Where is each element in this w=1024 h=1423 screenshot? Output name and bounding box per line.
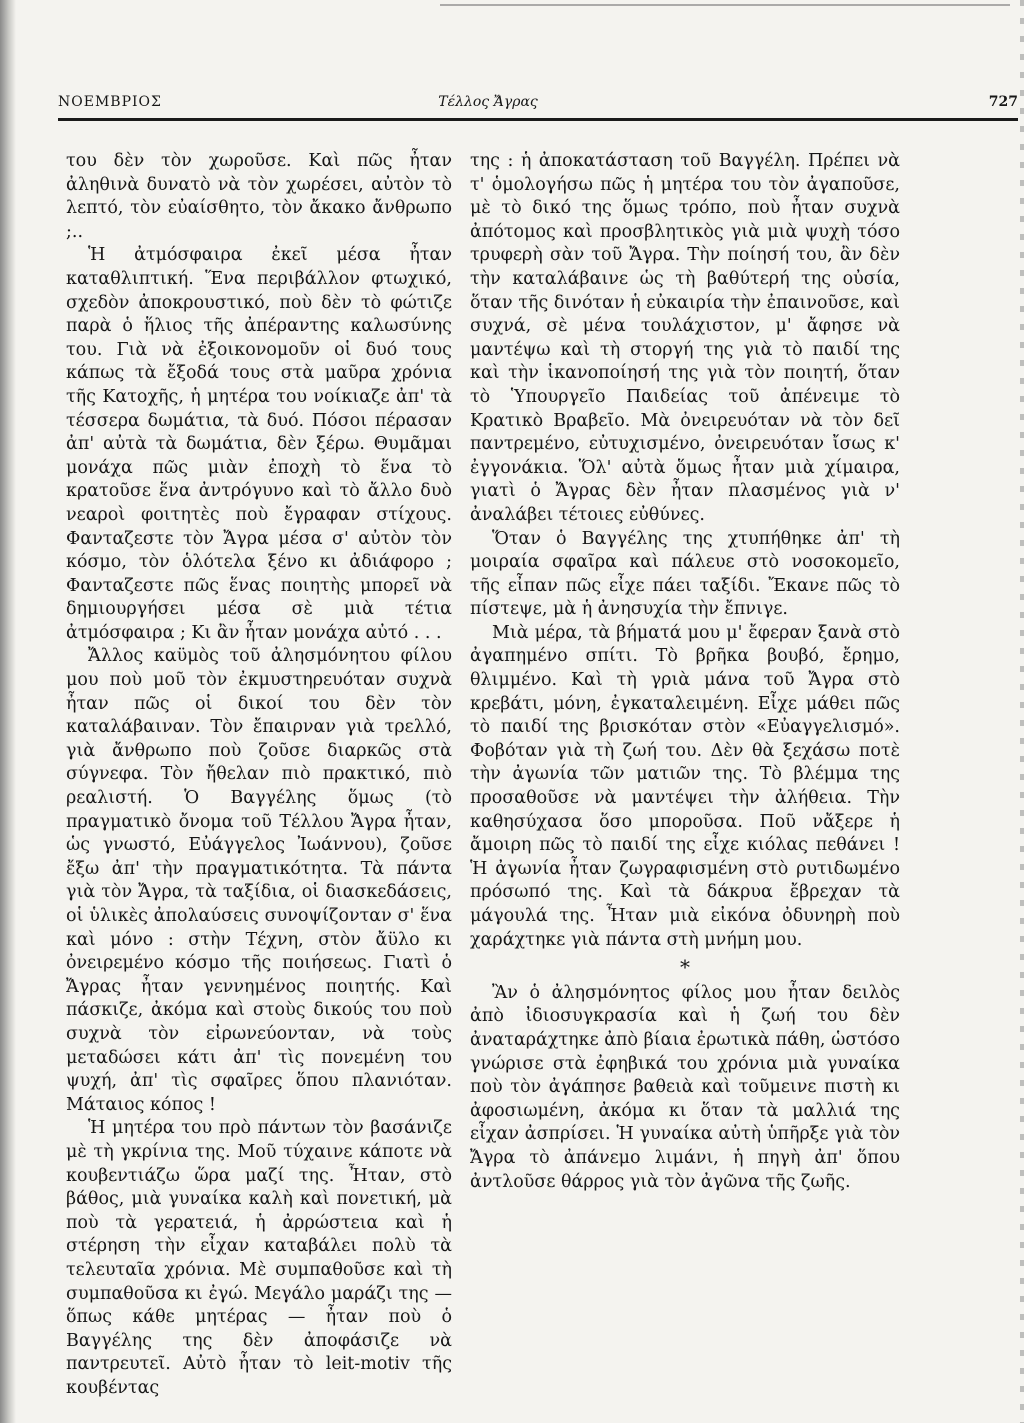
scan-top-artifact (440, 4, 1010, 6)
paragraph: Μιὰ μέρα, τὰ βήματά μου μ' ἔφεραν ξανὰ στὸ ἀγαπημένο σπίτι. Τὸ βρῆκα βουβό, ἔρημο, θλιμμένο. Καὶ τὴ γριὰ μάνα τοῦ Ἄγρα στὸ κρεβάτι, μόνη, ἐγκαταλειμένη. Εἶχε μάθει πῶς τὸ παιδί της βρισκόταν στὸν «Εὐαγγελισμό». Φοβόταν γιὰ τὴ ζωή του. Δὲν θὰ ξεχάσω ποτὲ τὴν ἀγωνία τῶν ματιῶν της. Τὸ βλέμμα της προσαθοῦσε νὰ μαντέψει τὴν ἀλήθεια. Τὴν καθησύχασα ὅσο μποροῦσα. Ποῦ νἄξερε ἡ ἄμοιρη πῶς τὸ παιδί της εἶχε κιόλας πεθάνει ! Ἡ ἀγωνία ἦταν ζωγραφισμένη στὸ ρυτιδωμένο πρόσωπό της. Καὶ τὰ δάκρυα ἔβρεχαν τὰ μάγουλά της. Ἦταν μιὰ εἰκόνα ὀδυνηρὴ ποὺ χαράχτηκε γιὰ πάντα στὴ μνήμη μου. (470, 622, 900, 950)
paragraph: Ἡ ἀτμόσφαιρα ἐκεῖ μέσα ἦταν καταθλιπτική. Ἕνα περιβάλλον φτωχικό, σχεδὸν ἀποκρουστικό, ποὺ δὲν τὸ φώτιζε παρὰ ὁ ἥλιος τῆς ἀπέραντης καλωσύνης του. Γιὰ νὰ ἐξοικονομοῦν οἱ δυό τους κάπως τὰ ἔξοδά τους στὰ μαῦρα χρόνια τῆς Κατοχῆς, ἡ μητέρα του νοίκιαζε ἀπ' τὰ τέσσερα δωμάτια, τὰ δυό. Πόσοι πέρασαν ἀπ' αὐτὰ τὰ δωμάτια, δὲν ξέρω. Θυμᾶμαι μονάχα πῶς μιὰν ἐποχὴ τὸ ἕνα τὸ κρατοῦσε ἕνα ἀντρόγυνο καὶ τὸ ἄλλο δυὸ νεαροὶ φοιτητὲς ποὺ ἔγραφαν στίχους. Φανταζεστε τὸν Ἄγρα μέσα σ' αὐτὸν τὸν κόσμο, τὸν ὁλότελα ξένο κι ἀδιάφορο ; Φανταζεστε πῶς ἕνας ποιητὴς μπορεῖ νὰ δημιουργήσει μέσα σὲ μιὰ τέτια ἀτμόσφαιρα ; Κι ἂν ἦταν μονάχα αὐτό . . . (66, 245, 452, 643)
paragraph: της : ἡ ἀποκατάσταση τοῦ Βαγγέλη. Πρέπει νὰ τ' ὁμολογήσω πῶς ἡ μητέρα του τὸν ἀγαποῦσε, μὲ τὸ δικό της ὅμως τρόπο, ποὺ ἦταν συχνὰ ἀπότομος καὶ προσβλητικὸς γιὰ μιὰ ψυχὴ τόσο τρυφερὴ σὰν τοῦ Ἄγρα. Τὴν ποίησή του, ἂν δὲν τὴν καταλάβαινε ὡς τὴ βαθύτερή της οὐσία, ὅταν τῆς δινόταν ἡ εὐκαιρία τὴν ἐπαινοῦσε, καὶ συχνά, σὲ μένα τουλάχιστον, μ' ἄφησε νὰ μαντέψω καὶ τὴ στοργή της γιὰ τὸ παιδί της καὶ τὴν ἱκανοποίησή της γιὰ τὸν ποιητή, ὅταν τὸ Ὑπουργεῖο Παιδείας τοῦ ἀπένειμε τὸ Κρατικὸ Βραβεῖο. Μὰ ὀνειρευόταν νὰ τὸν δεῖ παντρεμένο, εὐτυχισμένο, ὀνειρευόταν ἴσως κ' ἐγγονάκια. Ὅλ' αὐτὰ ὅμως ἦταν μιὰ χίμαιρα, γιατὶ ὁ Ἄγρας δὲν ἦταν πλασμένος γιὰ ν' ἀναλάβει τέτοιες εὐθύνες. (470, 151, 900, 525)
paragraph: Ἂν ὁ ἀλησμόνητος φίλος μου ἦταν δειλὸς ἀπὸ ἰδιοσυγκρασία καὶ ἡ ζωή του δὲν ἀναταράχτηκε ἀπὸ βίαια ἐρωτικὰ πάθη, ὡστόσο γνώρισε στὰ ἐφηβικά του χρόνια μιὰ γυναίκα ποὺ τὸν ἀγάπησε βαθειὰ καὶ τοῦμεινε πιστὴ κι ἀφοσιωμένη, ἀκόμα κι ὅταν τὰ μαλλιά της εἶχαν ἀσπρίσει. Ἡ γυναίκα αὐτὴ ὑπῆρξε γιὰ τὸν Ἄγρα τὸ ἀπάνεμο λιμάνι, ἡ πηγὴ ἀπ' ὅπου ἀντλοῦσε θάρρος γιὰ τὸν ἀγῶνα τῆς ζωῆς. (470, 982, 900, 1192)
page-number: 727 (988, 94, 1018, 110)
scan-left-edge (0, 0, 16, 1423)
running-header (58, 94, 1018, 116)
left-column (66, 150, 452, 1400)
header-rule (58, 118, 1018, 121)
scan-right-edge (1020, 0, 1024, 1423)
header-month: ΝΟΕΜΒΡΙΟΣ (58, 94, 162, 110)
paragraph: Ἡ μητέρα του πρὸ πάντων τὸν βασάνιζε μὲ τὴ γκρίνια της. Μοῦ τύχαινε κάποτε νὰ κουβεντιάζω ὥρα μαζί της. Ἦταν, στὸ βάθος, μιὰ γυναίκα καλὴ καὶ πονετική, μὰ ποὺ τὰ γερατειά, ἡ ἀρρώστεια καὶ ἡ στέρηση τὴν εἶχαν καταβάλει πολὺ τὰ τελευταῖα χρόνια. Μὲ συμπαθοῦσε καὶ τὴ συμπαθοῦσα κι ἐγώ. Μεγάλο μαράζι της — ὅπως κάθε μητέρας — ἦταν ποὺ ὁ Βαγγέλης της δὲν ἀποφάσιζε νὰ παντρευτεῖ. Αὐτὸ ἦταν τὸ leit-motiv τῆς κουβέντας (66, 1118, 452, 1398)
paragraph: Ὅταν ὁ Βαγγέλης της χτυπήθηκε ἀπ' τὴ μοιραία σφαῖρα καὶ πάλευε στὸ νοσοκομεῖο, τῆς εἶπαν πῶς εἶχε πάει ταξίδι. Ἔκανε πῶς τὸ πίστεψε, μὰ ἡ ἀνησυχία τὴν ἔπνιγε. (470, 528, 900, 620)
paragraph: του δὲν τὸν χωροῦσε. Καὶ πῶς ἦταν ἀληθινὰ δυνατὸ νὰ τὸν χωρέσει, αὐτὸν τὸ λεπτό, τὸν εὐαίσθητο, τὸν ἄκακο ἄνθρωπο ;.. (66, 151, 452, 242)
header-title: Τέλλος Ἄγρας (438, 94, 538, 110)
right-column (470, 150, 900, 1194)
paragraph: Ἄλλος καϋμὸς τοῦ ἀλησμόνητου φίλου μου ποὺ μοῦ τὸν ἐκμυστηρευόταν συχνὰ ἦταν πῶς οἱ δικοί του δὲν τὸν καταλάβαιναν. Τὸν ἔπαιρναν γιὰ τρελλό, γιὰ ἄνθρωπο ποὺ ζοῦσε διαρκῶς στὰ σύγνεφα. Τὸν ἤθελαν πιὸ πρακτικό, πιὸ ρεαλιστή. Ὁ Βαγγέλης ὅμως (τὸ πραγματικὸ ὄνομα τοῦ Τέλλου Ἄγρα ἦταν, ὡς γνωστό, Εὐάγγελος Ἰωάννου), ζοῦσε ἔξω ἀπ' τὴν πραγματικότητα. Τὰ πάντα γιὰ τὸν Ἄγρα, τὰ ταξίδια, οἱ διασκεδάσεις, οἱ ὑλικὲς ἀπολαύσεις συνοψίζονταν σ' ἕνα καὶ μόνο : στὴν Τέχνη, στὸν ἄϋλο κι ὀνειρεμένο κόσμο τῆς ποιήσεως. Γιατὶ ὁ Ἄγρας ἦταν γεννημένος ποιητής. Καὶ πάσκιζε, ἀκόμα καὶ στοὺς δικούς του ποὺ συχνὰ τὸν εἰρωνεύονταν, νὰ τοὺς μεταδώσει κάτι ἀπ' τὶς πονεμένη του ψυχή, ἀπ' τὶς σφαῖρες ὅπου πλανιόταν. Μάταιος κόπος ! (66, 646, 452, 1115)
section-separator: * (680, 955, 690, 980)
